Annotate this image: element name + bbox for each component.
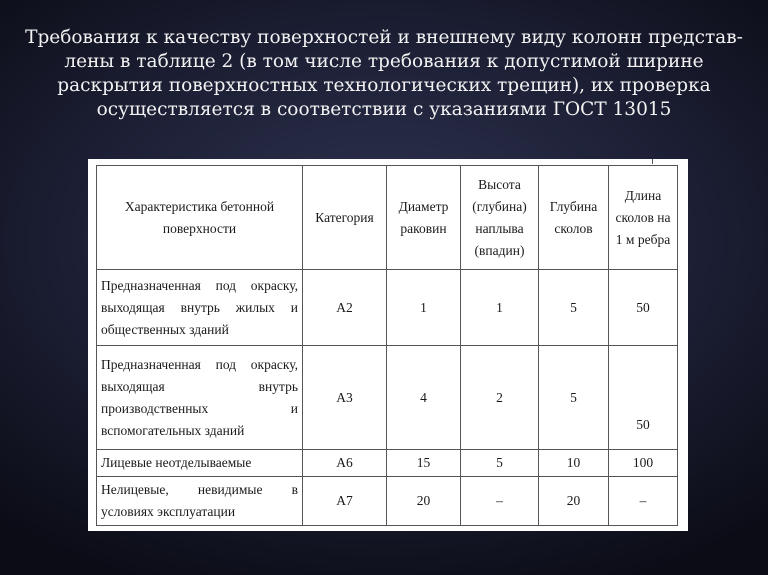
table-row bbox=[97, 477, 678, 526]
heading-line: Требования к качеству поверхностей и внешнему виду колонн представ- bbox=[25, 27, 743, 48]
slide-heading bbox=[20, 26, 748, 122]
cell-category: А2 bbox=[303, 270, 387, 346]
table-row bbox=[97, 450, 678, 477]
cell-chip-depth: 20 bbox=[539, 477, 609, 526]
corner-mark bbox=[652, 159, 653, 164]
cell-height: 5 bbox=[461, 450, 539, 477]
heading-line: лены в таблице 2 (в том числе требования к допустимой ширине bbox=[64, 51, 704, 72]
cell-chip-length: 100 bbox=[609, 450, 678, 477]
cell-chip-depth: 5 bbox=[539, 270, 609, 346]
header-category: Категория bbox=[303, 166, 387, 270]
header-characteristic: Характеристика бетонной поверхности bbox=[97, 166, 303, 270]
cell-height: 2 bbox=[461, 346, 539, 450]
cell-category: А7 bbox=[303, 477, 387, 526]
cell-chip-length: – bbox=[609, 477, 678, 526]
cell-category: А3 bbox=[303, 346, 387, 450]
cell-height: 1 bbox=[461, 270, 539, 346]
table-header-row bbox=[97, 166, 678, 270]
cell-chip-length: 50 bbox=[609, 270, 678, 346]
cell-diameter: 15 bbox=[387, 450, 461, 477]
cell-height: – bbox=[461, 477, 539, 526]
cell-chip-length: 50 bbox=[609, 346, 678, 450]
cell-characteristic: Предназначенная под окраску, выходящая внутрь производственных и вспомогательных зданий bbox=[97, 346, 303, 450]
header-height: Высота (глубина) наплыва (впадин) bbox=[461, 166, 539, 270]
header-chip-depth: Глубина сколов bbox=[539, 166, 609, 270]
cell-characteristic: Нелицевые, невидимые в условиях эксплуатации bbox=[97, 477, 303, 526]
cell-category: А6 bbox=[303, 450, 387, 477]
cell-diameter: 4 bbox=[387, 346, 461, 450]
cell-diameter: 20 bbox=[387, 477, 461, 526]
cell-diameter: 1 bbox=[387, 270, 461, 346]
table-sheet bbox=[88, 159, 688, 531]
cell-chip-depth: 10 bbox=[539, 450, 609, 477]
cell-chip-depth: 5 bbox=[539, 346, 609, 450]
cell-characteristic: Лицевые неотделываемые bbox=[97, 450, 303, 477]
cell-characteristic: Предназначенная под окраску, выходящая внутрь жилых и общественных зданий bbox=[97, 270, 303, 346]
table-row bbox=[97, 270, 678, 346]
heading-line: раскрытия поверхностных технологических трещин), их проверка bbox=[57, 75, 711, 96]
header-chip-length: Длина сколов на 1 м ребра bbox=[609, 166, 678, 270]
requirements-table bbox=[96, 165, 678, 526]
header-diameter: Диаметр раковин bbox=[387, 166, 461, 270]
table-row bbox=[97, 346, 678, 450]
heading-line: осуществляется в соответствии с указаниями ГОСТ 13015 bbox=[96, 99, 672, 120]
